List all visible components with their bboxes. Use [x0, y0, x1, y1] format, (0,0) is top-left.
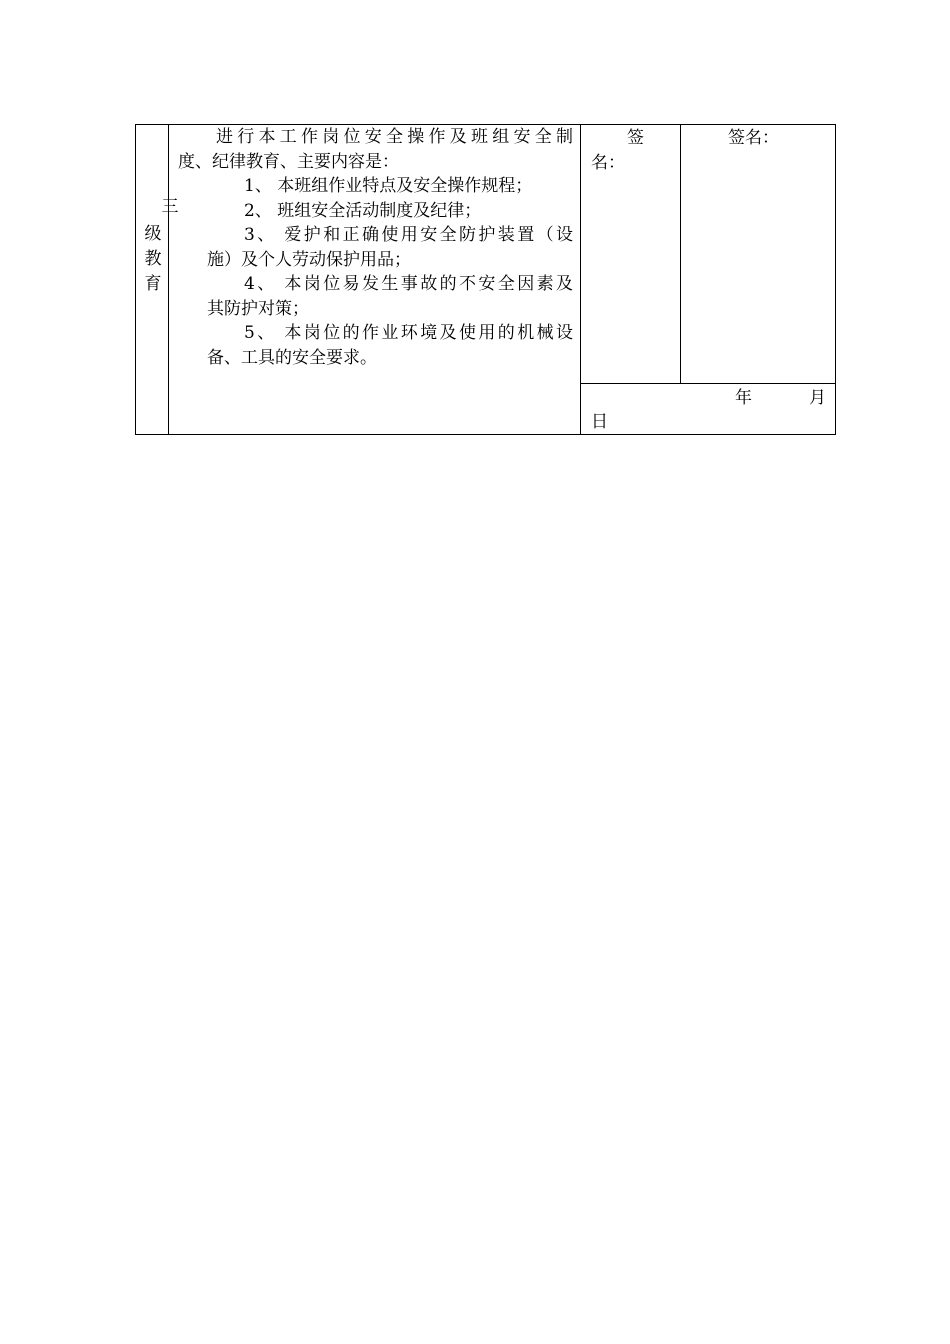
date-month: 月 [809, 388, 826, 408]
signature-left-line1: 签 [627, 128, 644, 148]
content-line: 施）及个人劳动保护用品； [207, 249, 411, 270]
column-divider-content [580, 124, 581, 435]
content-line: 度、纪律教育、主要内容是： [178, 151, 399, 172]
signature-left-line2: 名： [591, 153, 625, 173]
content-line: 进行本工作岗位安全操作及班组安全制 [216, 127, 573, 147]
date-day: 日 [591, 412, 608, 432]
signature-right: 签名： [728, 128, 779, 148]
stage-label-char-1: 三 [161, 197, 179, 217]
content-line: 1、 本班组作业特点及安全操作规程； [244, 176, 533, 196]
row-divider-date [580, 383, 836, 384]
education-content [178, 125, 573, 370]
content-line: 其防护对策； [207, 298, 309, 319]
date-year: 年 [735, 388, 752, 408]
stage-label-char-2: 级 [144, 224, 162, 244]
table-border-right [835, 124, 836, 435]
column-divider-signature [680, 124, 681, 384]
stage-label-char-4: 育 [144, 274, 162, 294]
content-line: 2、 班组安全活动制度及纪律； [244, 200, 482, 221]
table-border-left [135, 124, 136, 435]
content-line: 备、工具的安全要求。 [207, 347, 377, 368]
content-line: 5、 本岗位的作业环境及使用的机械设 [244, 323, 573, 343]
column-divider-label [168, 124, 169, 435]
table-border-bottom [135, 434, 836, 435]
content-line: 3、 爱护和正确使用安全防护装置（设 [244, 225, 573, 245]
content-line: 4、 本岗位易发生事故的不安全因素及 [244, 274, 573, 294]
stage-label-char-3: 教 [144, 249, 162, 269]
